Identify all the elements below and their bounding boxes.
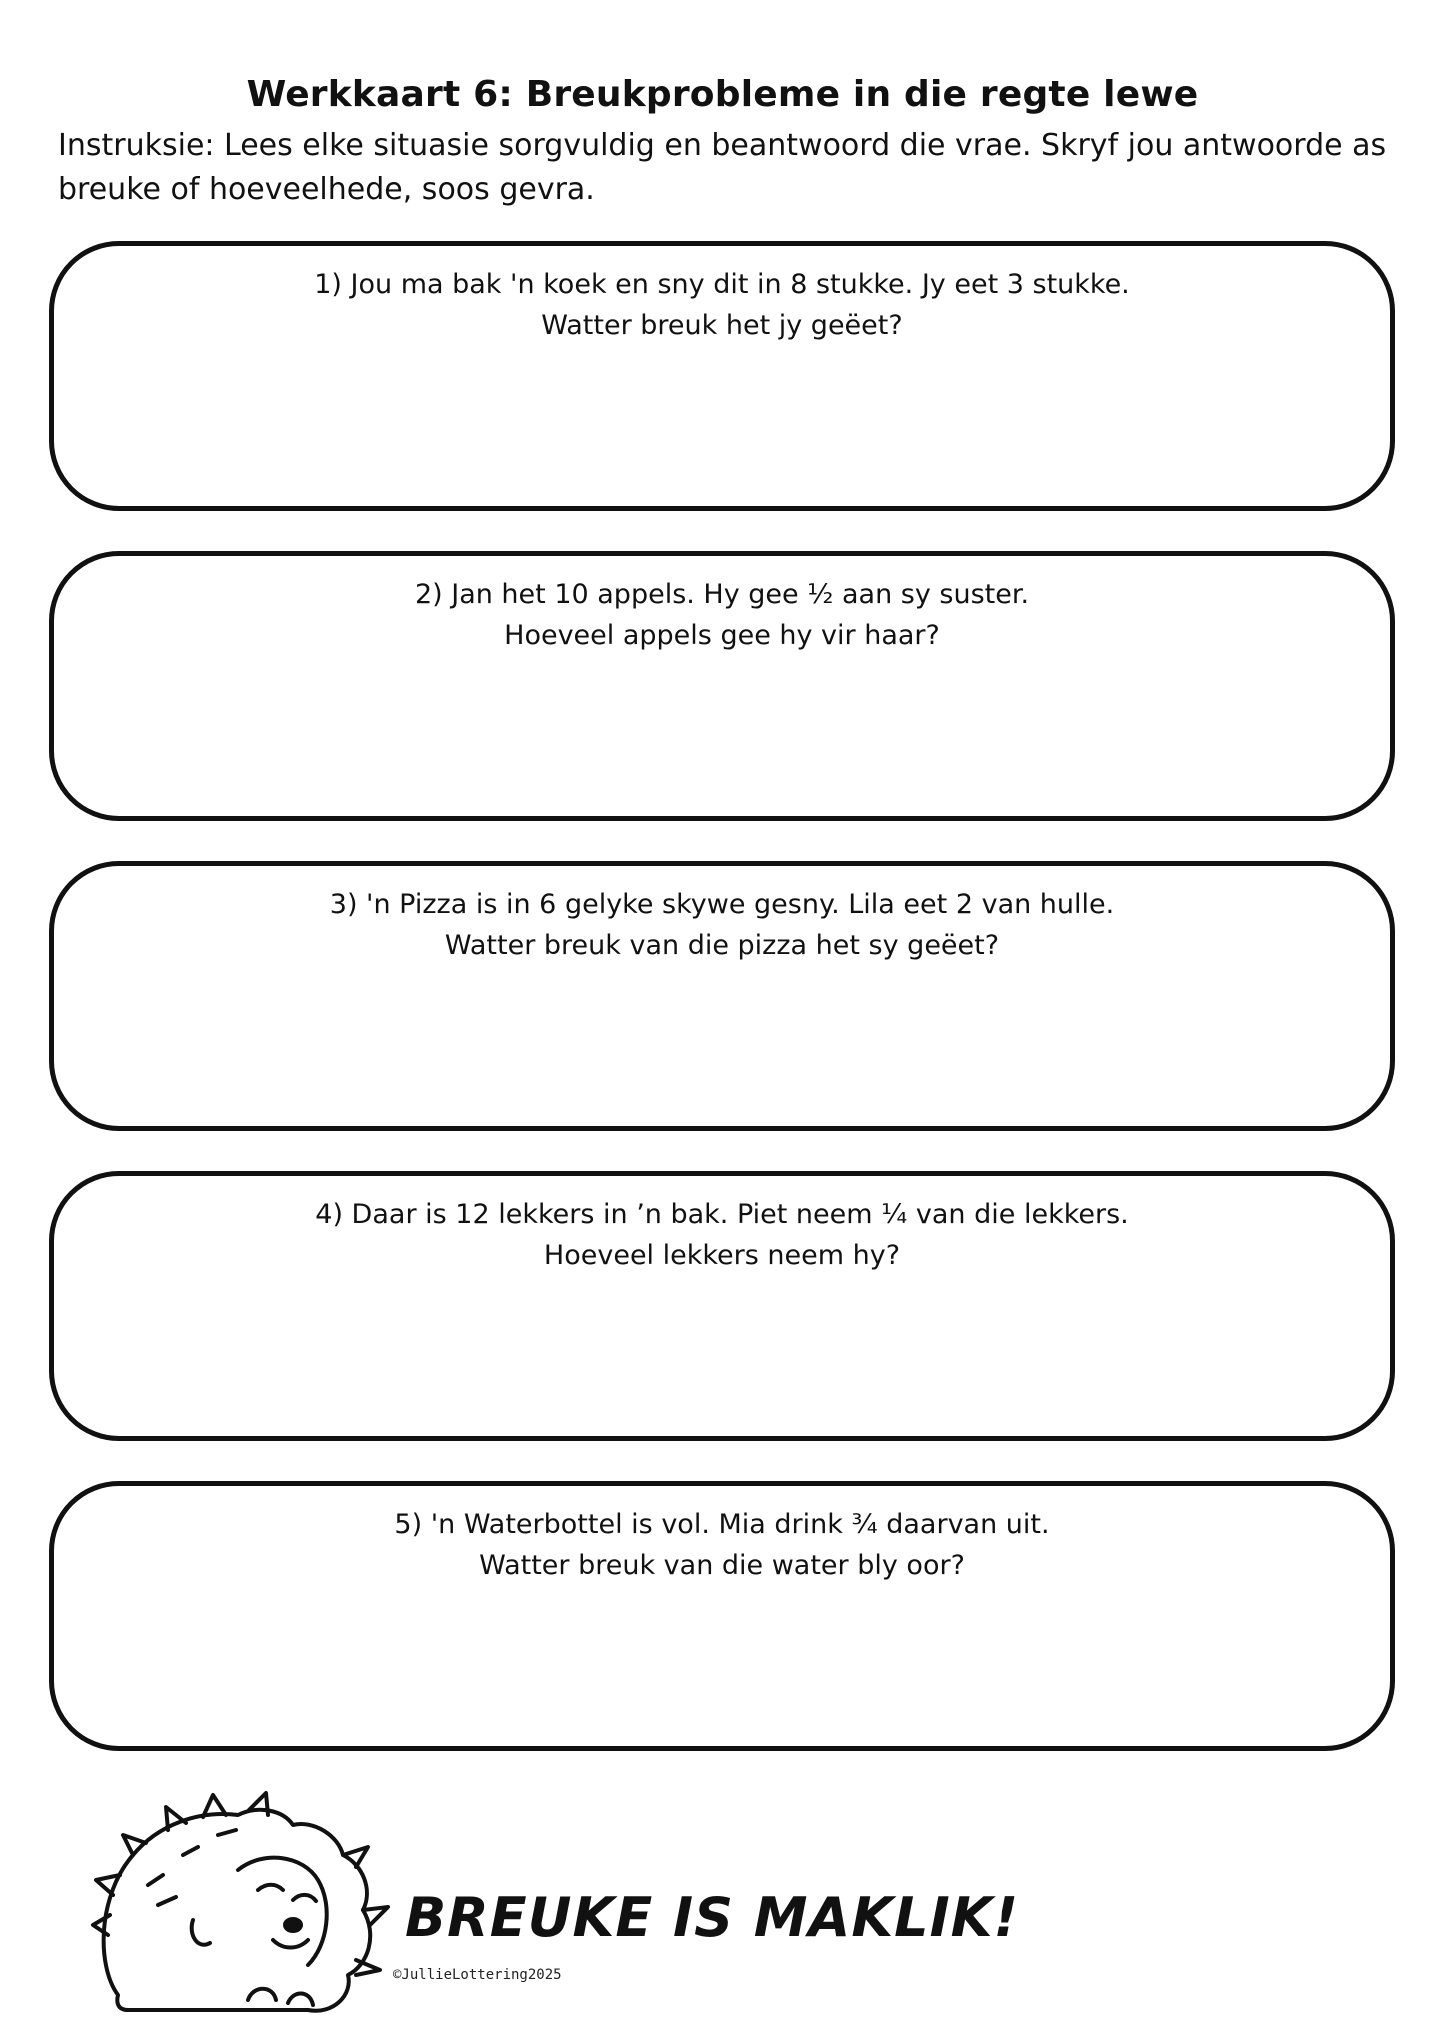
worksheet-title: Werkkaart 6: Breukprobleme in die regte lewe bbox=[246, 74, 1199, 115]
hedgehog-icon bbox=[88, 1775, 398, 2025]
instruction-text: Instruksie: Lees elke situasie sorgvuldig en beantwoord die vrae. Skryf jou antwoorde as breuke of hoeveelhede, soos gevra. bbox=[58, 128, 1387, 207]
question-line-2: Hoeveel appels gee hy vir haar? bbox=[504, 620, 940, 651]
question-box-5[interactable] bbox=[49, 1481, 1395, 1751]
question-line-1: 3) 'n Pizza is in 6 gelyke skywe gesny. Lila eet 2 van hulle. bbox=[329, 889, 1115, 920]
question-box-4[interactable] bbox=[49, 1171, 1395, 1441]
question-line-1: 4) Daar is 12 lekkers in ’n bak. Piet neem ¼ van die lekkers. bbox=[315, 1199, 1129, 1230]
question-line-1: 5) 'n Waterbottel is vol. Mia drink ¾ daarvan uit. bbox=[394, 1509, 1050, 1540]
slogan-text: BREUKE IS MAKLIK! bbox=[405, 1886, 1020, 1949]
question-line-2: Watter breuk van die pizza het sy geëet? bbox=[444, 930, 1000, 961]
copyright-text: ©JullieLottering2025 bbox=[393, 1967, 562, 1983]
question-line-1: 1) Jou ma bak 'n koek en sny dit in 8 stukke. Jy eet 3 stukke. bbox=[314, 269, 1130, 300]
question-line-2: Watter breuk van die water bly oor? bbox=[479, 1550, 965, 1581]
question-text bbox=[54, 264, 1390, 346]
question-line-2: Hoeveel lekkers neem hy? bbox=[543, 1240, 901, 1271]
question-text bbox=[54, 574, 1390, 656]
question-text bbox=[54, 884, 1390, 966]
question-text bbox=[54, 1504, 1390, 1586]
question-line-1: 2) Jan het 10 appels. Hy gee ½ aan sy suster. bbox=[414, 579, 1030, 610]
question-line-2: Watter breuk het jy geëet? bbox=[541, 310, 903, 341]
question-text bbox=[54, 1194, 1390, 1276]
question-box-3[interactable] bbox=[49, 861, 1395, 1131]
question-box-1[interactable] bbox=[49, 241, 1395, 511]
question-box-2[interactable] bbox=[49, 551, 1395, 821]
